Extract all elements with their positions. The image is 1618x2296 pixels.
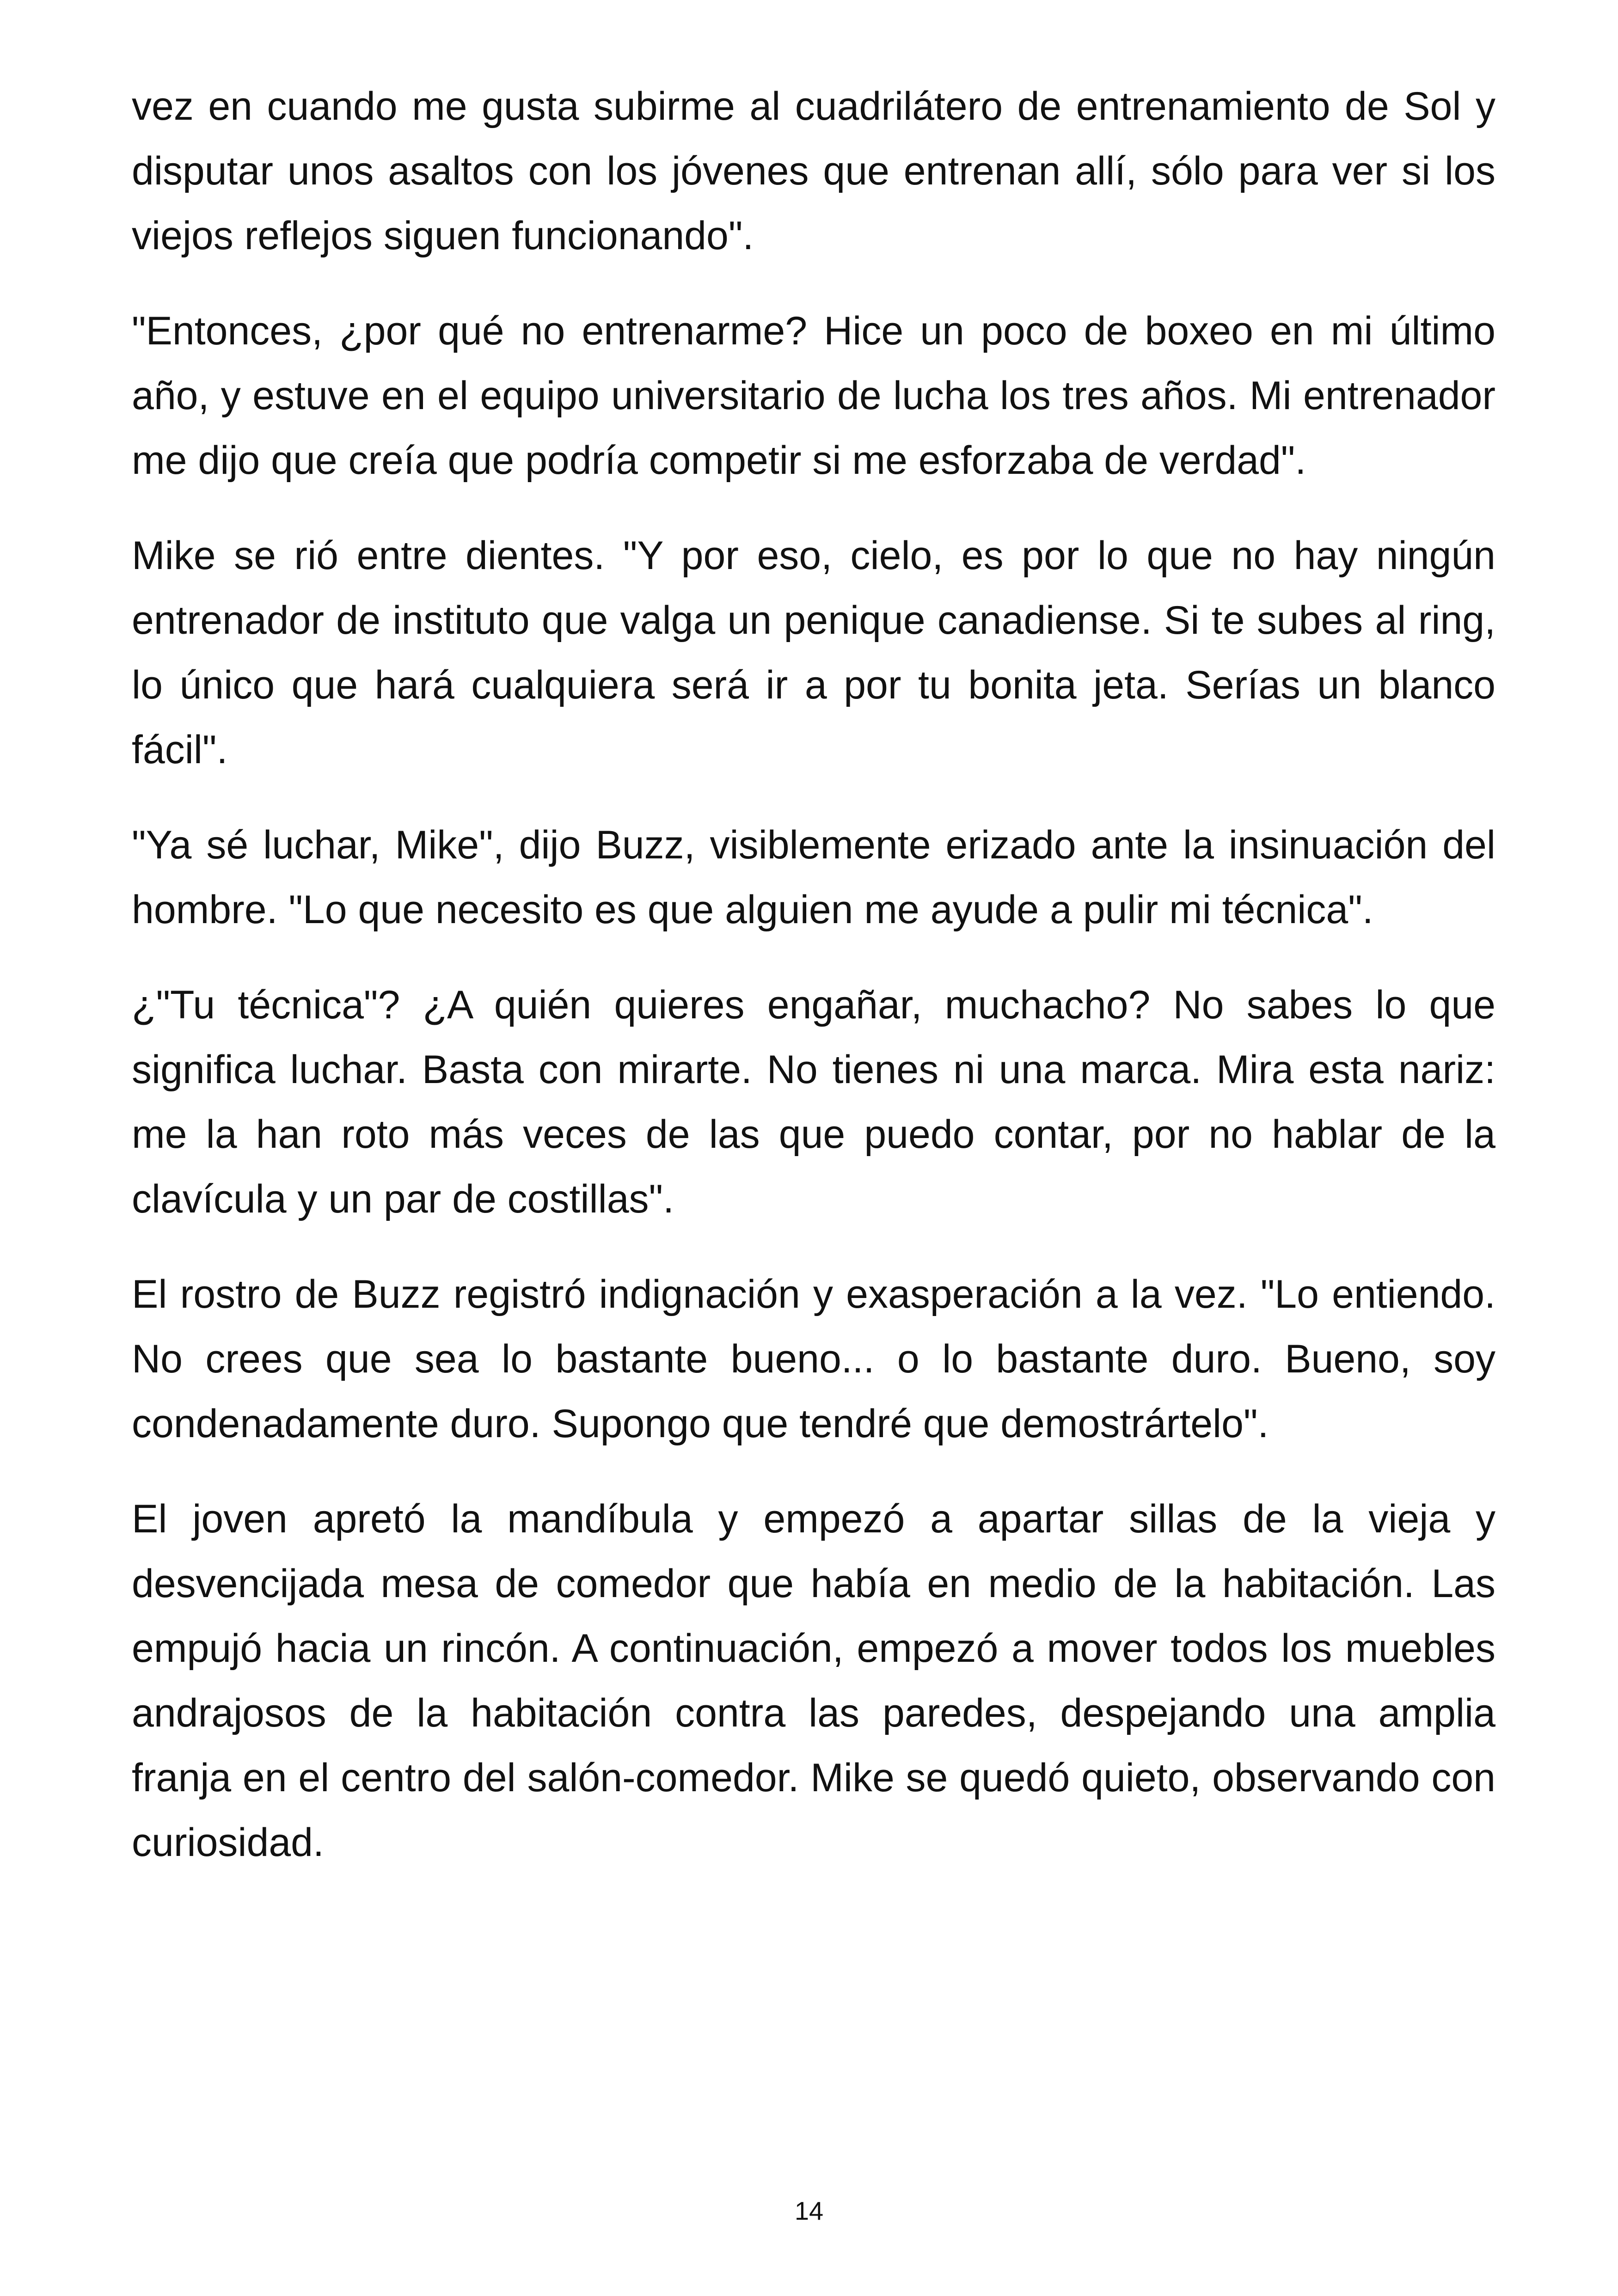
paragraph-3: Mike se rió entre dientes. "Y por eso, cielo, es por lo que no hay ningún entrenador de instituto que valga un penique canadiense. Si te subes al ring, lo único que hará cualquiera será ir a por tu bonita jeta. Serías un blanco fácil". (132, 533, 1495, 772)
body-text (132, 74, 1495, 1905)
paragraph-1: vez en cuando me gusta subirme al cuadrilátero de entrenamiento de Sol y disputar unos asaltos con los jóvenes que entrenan allí, sólo para ver si los viejos reflejos siguen funcionando". (132, 84, 1495, 258)
paragraph-5: ¿"Tu técnica"? ¿A quién quieres engañar, muchacho? No sabes lo que significa luchar. Basta con mirarte. No tienes ni una marca. Mira esta nariz: me la han roto más veces de las que puedo contar, por no hablar de la clavícula y un par de costillas". (132, 983, 1495, 1221)
page-number: 14 (794, 2196, 824, 2225)
paragraph-6: El rostro de Buzz registró indignación y exasperación a la vez. "Lo entiendo. No crees que sea lo bastante bueno... o lo bastante duro. Bueno, soy condenadamente duro. Supongo que tendré que demostrártelo". (132, 1272, 1495, 1446)
paragraph-4: "Ya sé luchar, Mike", dijo Buzz, visiblemente erizado ante la insinuación del hombre. "Lo que necesito es que alguien me ayude a pulir mi técnica". (132, 823, 1495, 932)
paragraph-2: "Entonces, ¿por qué no entrenarme? Hice un poco de boxeo en mi último año, y estuve en el equipo universitario de lucha los tres años. Mi entrenador me dijo que creía que podría competir si me esforzaba de verdad". (132, 309, 1495, 483)
paragraph-7: El joven apretó la mandíbula y empezó a apartar sillas de la vieja y desvencijada mesa de comedor que había en medio de la habitación. Las empujó hacia un rincón. A continuación, empezó a mover todos los muebles andrajosos de la habitación contra las paredes, despejando una amplia franja en el centro del salón-comedor. Mike se quedó quieto, observando con curiosidad. (132, 1497, 1495, 1865)
